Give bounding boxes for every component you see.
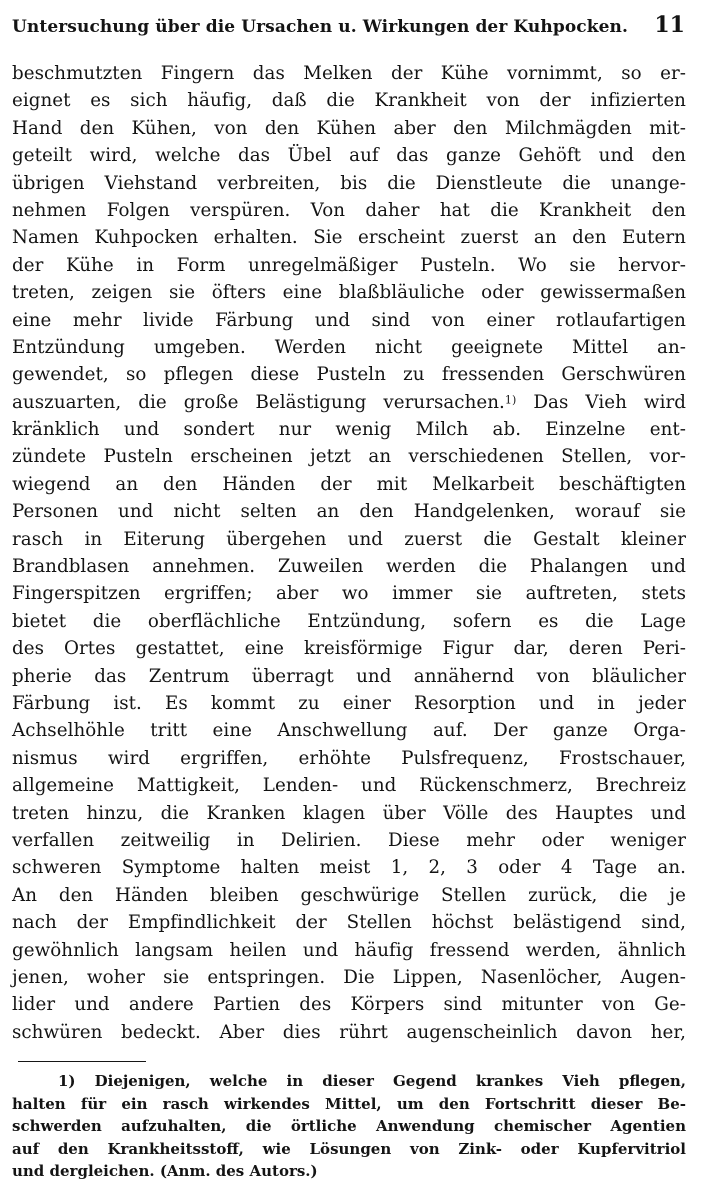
text-line: eine mehr livide Färbung und sind von einer rotlaufartigen bbox=[12, 309, 686, 331]
text-line-continuation: Das Vieh wird bbox=[533, 391, 687, 413]
text-line: der Kühe in Form unregelmäßiger Pusteln. Wo sie hervor- bbox=[12, 254, 686, 276]
text-line: treten hinzu, die Kranken klagen über Völle des Hauptes und bbox=[12, 802, 686, 824]
text-line: gewendet, so pflegen diese Pusteln zu fressenden Gerschwüren bbox=[12, 364, 686, 386]
text-line: kränklich und sondert nur wenig Milch ab. Einzelne ent- bbox=[12, 419, 686, 441]
footnote-line: halten für ein rasch wirkendes Mittel, um den Fortschritt dieser Be- bbox=[12, 1094, 686, 1113]
text-line: An den Händen bleiben geschwürige Stellen zurück, die je bbox=[12, 884, 686, 906]
text-line: Entzündung umgeben. Werden nicht geeignete Mittel an- bbox=[12, 336, 686, 358]
footnote-line: 1) Diejenigen, welche in dieser Gegend krankes Vieh pflegen, bbox=[58, 1072, 686, 1090]
text-line: Achselhöhle tritt eine Anschwellung auf. Der ganze Orga- bbox=[12, 720, 686, 742]
text-line: übrigen Viehstand verbreiten, bis die Dienstleute die unange- bbox=[12, 172, 686, 194]
footnote-ref-marker[interactable]: 1) bbox=[504, 393, 517, 407]
text-line: nehmen Folgen verspüren. Von daher hat die Krankheit den bbox=[12, 199, 686, 221]
body-text bbox=[12, 60, 686, 1046]
footnote-line: auf den Krankheitsstoff, wie Lösungen von Zink- oder Kupfervitriol bbox=[12, 1139, 686, 1158]
text-line: schwüren bedeckt. Aber dies rührt augenscheinlich davon her, bbox=[12, 1021, 686, 1043]
text-line-with-footnote-ref bbox=[12, 389, 686, 416]
text-line: geteilt wird, welche das Übel auf das ganze Gehöft und den bbox=[12, 145, 686, 167]
text-line: zündete Pusteln erscheinen jetzt an verschiedenen Stellen, vor- bbox=[12, 446, 686, 468]
text-line: Personen und nicht selten an den Handgelenken, worauf sie bbox=[12, 501, 686, 523]
footnote-divider bbox=[18, 1061, 146, 1062]
text-line: nach der Empfindlichkeit der Stellen höchst belästigend sind, bbox=[12, 912, 686, 934]
text-line-start: auszuarten, die große Belästigung verursachen. bbox=[12, 391, 505, 413]
text-line: verfallen zeitweilig in Delirien. Diese mehr oder weniger bbox=[12, 829, 686, 851]
text-line: lider und andere Partien des Körpers sind mitunter von Ge- bbox=[12, 994, 686, 1016]
text-line: bietet die oberflächliche Entzündung, sofern es die Lage bbox=[12, 610, 686, 632]
page-header bbox=[12, 14, 685, 46]
text-line: allgemeine Mattigkeit, Lenden- und Rückenschmerz, Brechreiz bbox=[12, 775, 686, 797]
text-line: rasch in Eiterung übergehen und zuerst die Gestalt kleiner bbox=[12, 528, 686, 550]
running-title: Untersuchung über die Ursachen u. Wirkungen der Kuhpocken. bbox=[12, 17, 628, 37]
text-line: Fingerspitzen ergriffen; aber wo immer sie auftreten, stets bbox=[12, 583, 686, 605]
text-line: treten, zeigen sie öfters eine blaßbläuliche oder gewissermaßen bbox=[12, 282, 686, 304]
page-number: 11 bbox=[654, 12, 685, 38]
text-line: Brandblasen annehmen. Zuweilen werden die Phalangen und bbox=[12, 556, 686, 578]
footnote-line: und dergleichen. (Anm. des Autors.) bbox=[12, 1162, 318, 1181]
text-line: Namen Kuhpocken erhalten. Sie erscheint zuerst an den Eutern bbox=[12, 227, 686, 249]
text-line: schweren Symptome halten meist 1, 2, 3 oder 4 Tage an. bbox=[12, 857, 686, 879]
text-line: wiegend an den Händen der mit Melkarbeit beschäftigten bbox=[12, 473, 686, 495]
text-line: beschmutzten Fingern das Melken der Kühe vornimmt, so er- bbox=[12, 63, 686, 84]
text-line: gewöhnlich langsam heilen und häufig fressend werden, ähnlich bbox=[12, 939, 686, 961]
text-line: nismus wird ergriffen, erhöhte Pulsfrequenz, Frostschauer, bbox=[12, 747, 686, 769]
text-line: eignet es sich häufig, daß die Krankheit von der infizierten bbox=[12, 90, 686, 112]
text-line: Hand den Kühen, von den Kühen aber den Milchmägden mit- bbox=[12, 117, 686, 139]
footnote-line: schwerden aufzuhalten, die örtliche Anwendung chemischer Agentien bbox=[12, 1117, 686, 1136]
footnote bbox=[12, 1070, 686, 1183]
text-line: jenen, woher sie entspringen. Die Lippen, Nasenlöcher, Augen- bbox=[12, 966, 686, 988]
text-line: pherie das Zentrum überragt und annähernd von bläulicher bbox=[12, 665, 686, 687]
text-line: des Ortes gestattet, eine kreisförmige Figur dar, deren Peri- bbox=[12, 638, 686, 660]
text-line: Färbung ist. Es kommt zu einer Resorption und in jeder bbox=[12, 692, 686, 714]
